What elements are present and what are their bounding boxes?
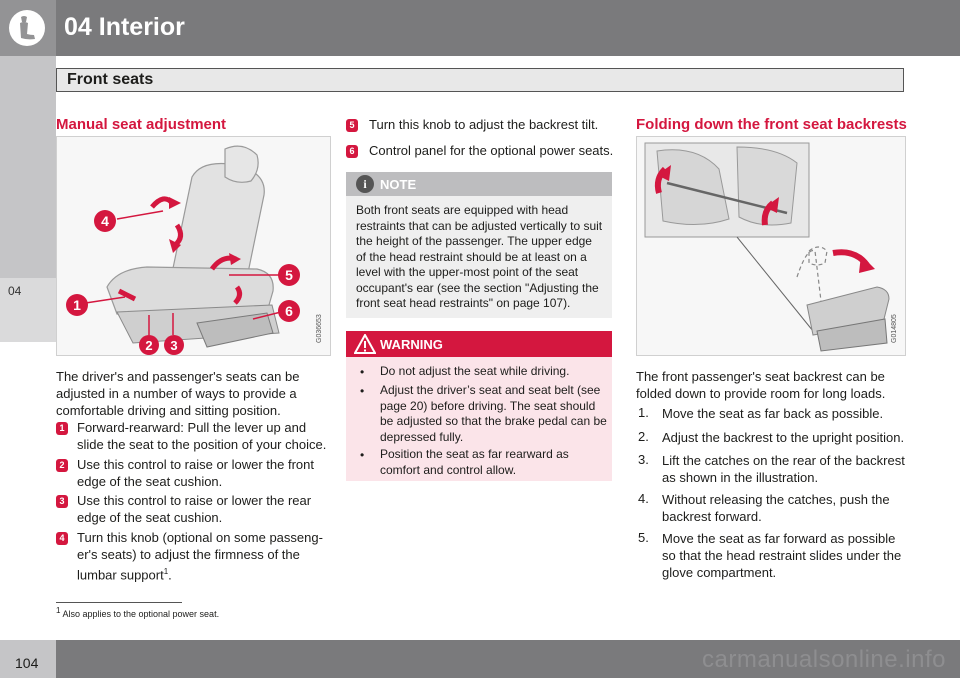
- warning-triangle-icon: [354, 334, 376, 354]
- page-header: [0, 0, 960, 56]
- backrest-illustration: [637, 137, 905, 355]
- bullet-1: •: [360, 365, 365, 379]
- manual-seat-heading: Manual seat adjustment: [56, 116, 227, 133]
- item-4-line-3: [77, 563, 172, 583]
- step-number-4: 4.: [638, 491, 649, 506]
- footnote-text: Also applies to the optional power seat.: [62, 609, 220, 619]
- bullet-2: •: [360, 384, 365, 398]
- backrest-folding-figure: [636, 136, 906, 356]
- item-1-line-1: Forward-rearward: Pull the lever up and: [77, 420, 307, 435]
- seat-illustration: [57, 137, 330, 355]
- section-bar: [56, 68, 904, 92]
- warning-title: WARNING: [380, 337, 443, 352]
- step-2-line-1: Adjust the backrest to the upright position.: [662, 430, 905, 445]
- watermark: carmanualsonline.info: [702, 646, 946, 673]
- item-3-line-2: edge of the seat cushion.: [77, 510, 223, 525]
- warning-header: [346, 331, 612, 357]
- header-badge-area: [0, 0, 56, 56]
- footer-page-area: [0, 640, 56, 678]
- step-number-2: 2.: [638, 429, 649, 444]
- item-5-text: Turn this knob to adjust the backrest tilt.: [369, 117, 599, 132]
- note-header: [346, 172, 612, 196]
- warning-item-1: Do not adjust the seat while driving.: [380, 364, 570, 378]
- item-6-text: Control panel for the optional power seats.: [369, 143, 614, 158]
- step-number-5: 5.: [638, 530, 649, 545]
- step-5-line-1: Move the seat as far forward as possible: [662, 531, 896, 546]
- item-number-2: 2: [56, 459, 68, 472]
- callout-2: 2: [145, 338, 153, 353]
- item-4-tail: .: [168, 567, 172, 583]
- chapter-title: 04 Interior: [64, 13, 185, 41]
- note-box: [346, 172, 612, 318]
- step-5-line-3: glove compartment.: [662, 565, 777, 580]
- item-number-4: 4: [56, 532, 68, 545]
- callout-3: 3: [170, 338, 178, 353]
- warning-item-3: Position the seat as far rearward as comfort and control allow.: [380, 447, 569, 477]
- item-4-line-2: er's seats) to adjust the firmness of the: [77, 547, 300, 562]
- page-footer: [0, 640, 960, 678]
- footnote: [56, 606, 219, 619]
- step-5-line-2: so that the head restraint slides under the: [662, 548, 902, 563]
- footnote-ref[interactable]: 1: [163, 567, 169, 576]
- page-number: 104: [15, 655, 39, 671]
- item-number-6: 6: [346, 145, 358, 158]
- warning-box: [346, 331, 612, 481]
- step-1-line-1: Move the seat as far back as possible.: [662, 406, 884, 421]
- folding-intro: The front passenger's seat backrest can be folded down to provide room for long loads.: [636, 369, 886, 401]
- seat-adjustment-figure: [56, 136, 331, 356]
- side-tab-label: 04: [8, 284, 22, 298]
- step-3-line-1: Lift the catches on the rear of the backrest: [662, 453, 905, 468]
- note-text: Both front seats are equipped with head restraints that can be adjusted vertically to suit the height of the passenger. The upper edge of the head restraint should be at least on a level with the upper-most point of the seat occupant's ear (see the section "Adjusting the front seat head restraints" on page 107).: [356, 203, 603, 310]
- step-number-3: 3.: [638, 452, 649, 467]
- figure-code: G036653: [316, 314, 323, 343]
- item-number-3: 3: [56, 495, 68, 508]
- callout-4: 4: [101, 213, 109, 229]
- item-number-1: 1: [56, 422, 68, 435]
- note-title: NOTE: [380, 177, 417, 192]
- item-1-line-2: slide the seat to the position of your choice.: [77, 437, 327, 452]
- callout-5: 5: [285, 267, 293, 283]
- item-4-line-1: Turn this knob (optional on some passeng-: [77, 530, 323, 545]
- chapter-side-tab[interactable]: [0, 278, 56, 342]
- item-number-5: 5: [346, 119, 358, 132]
- step-4-line-1: Without releasing the catches, push the: [662, 492, 890, 507]
- item-4-line-3-text: lumbar support: [77, 567, 164, 583]
- footnote-rule: [56, 602, 182, 603]
- warning-item-2: Adjust the driver’s seat and seat belt (see page 20) before driving. The seat should be adjusted so that the brake pedal can be depressed fully.: [380, 383, 607, 444]
- seat-icon: [9, 10, 45, 46]
- step-number-1: 1.: [638, 405, 649, 420]
- footnote-number: 1: [56, 606, 61, 615]
- item-3-line-1: Use this control to raise or lower the rear: [77, 493, 312, 508]
- intro-paragraph: The driver's and passenger's seats can be adjusted in a number of ways to provide a comfortable driving and sitting position.: [56, 369, 300, 418]
- callout-6: 6: [285, 303, 293, 319]
- step-3-line-2: as shown in the illustration.: [662, 470, 819, 485]
- folding-backrest-heading: Folding down the front seat backrests: [636, 116, 907, 133]
- item-2-line-2: edge of the seat cushion.: [77, 474, 223, 489]
- section-title: Front seats: [67, 71, 154, 88]
- bullet-3: •: [360, 448, 365, 462]
- info-icon: i: [356, 175, 374, 193]
- item-2-line-1: Use this control to raise or lower the front: [77, 457, 314, 472]
- callout-1: 1: [73, 297, 81, 313]
- figure-code: G014805: [891, 314, 898, 343]
- step-4-line-2: backrest forward.: [662, 509, 762, 524]
